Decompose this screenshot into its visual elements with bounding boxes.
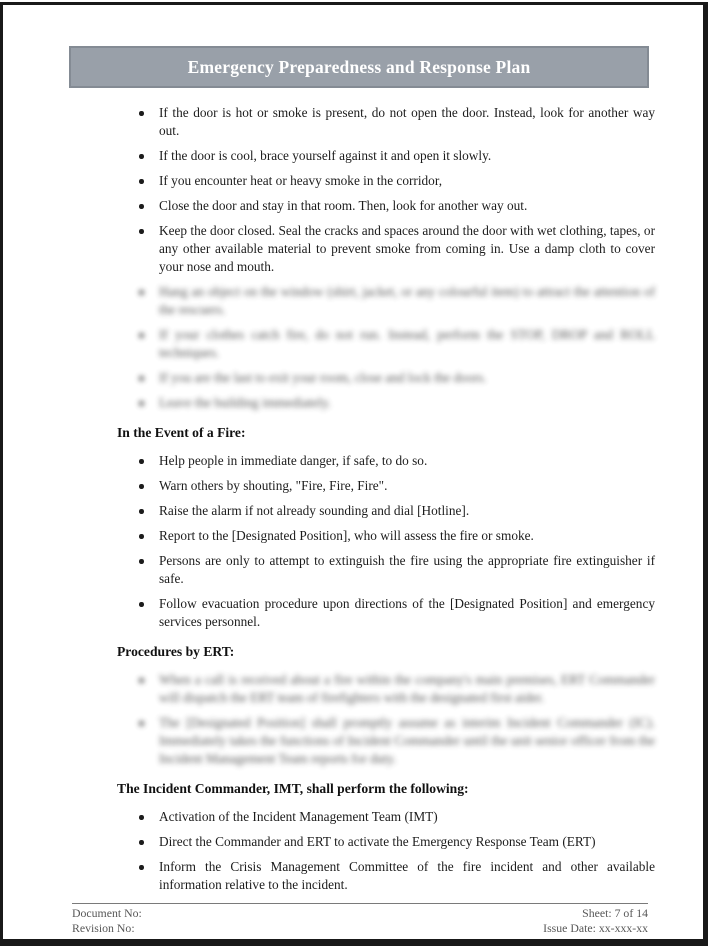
bullet-icon [139,290,144,295]
list-item-text: If you are the last to exit your room, close and lock the doors. [159,370,487,385]
list-item [117,147,655,165]
list-item-text: Activation of the Incident Management Team (IMT) [159,809,438,824]
list-item [117,527,655,545]
ert-procedures-list [117,671,655,768]
list-item-text: Raise the alarm if not already sounding and dial [Hotline]. [159,503,470,518]
incident-commander-list [117,808,655,894]
list-item-text: If you encounter heat or heavy smoke in the corridor, [159,173,443,188]
list-item [117,833,655,851]
page-footer [72,903,648,936]
list-item-text: Warn others by shouting, "Fire, Fire, Fire". [159,478,388,493]
list-item-text: If the door is cool, brace yourself against it and open it slowly. [159,148,492,163]
bullet-icon [139,401,144,406]
list-item [117,197,655,215]
bullet-icon [139,204,144,209]
document-title-banner [69,46,649,88]
bullet-icon [139,333,144,338]
document-body [3,88,703,894]
bullet-icon [139,815,144,820]
list-item [117,477,655,495]
bullet-icon [139,179,144,184]
list-item-text: Keep the door closed. Seal the cracks and spaces around the door with wet clothing, tapes, or any other available material to prevent smoke from coming in. Use a damp cloth to cover your nose and mouth. [159,223,655,274]
list-item-text: When a call is received about a fire within the company's main premises, ERT Commander will dispatch the ERT team of firefighters with the designated first aider. [159,672,655,705]
bullet-icon [139,721,144,726]
list-item [117,104,655,140]
bullet-icon [139,840,144,845]
page-title: Emergency Preparedness and Response Plan [187,56,531,77]
list-item-blurred [117,714,655,768]
bullet-icon [139,229,144,234]
footer-left [72,906,142,936]
list-item [117,502,655,520]
list-item-blurred [117,394,655,412]
issue-date: Issue Date: xx-xxx-xx [543,921,648,935]
bullet-icon [139,111,144,116]
list-item-blurred [117,671,655,707]
bullet-icon [139,865,144,870]
bullet-icon [139,559,144,564]
list-item [117,858,655,894]
section-heading-ert: Procedures by ERT: [117,644,235,659]
list-item [117,172,655,190]
list-item [117,595,655,631]
footer-right [543,906,648,936]
bullet-icon [139,509,144,514]
list-item-text: Report to the [Designated Position], who will assess the fire or smoke. [159,528,534,543]
bullet-icon [139,602,144,607]
list-item-text: Inform the Crisis Management Committee of the fire incident and other available information relative to the incident. [159,859,655,892]
section-heading-incident-commander: The Incident Commander, IMT, shall perform the following: [117,781,469,796]
sheet-number: Sheet: 7 of 14 [582,906,648,920]
list-item-blurred [117,369,655,387]
bullet-icon [139,459,144,464]
list-item-blurred [117,283,655,319]
list-item [117,452,655,470]
bullet-icon [139,376,144,381]
list-item-text: If the door is hot or smoke is present, do not open the door. Instead, look for another way out. [159,105,655,138]
list-item-text: Close the door and stay in that room. Then, look for another way out. [159,198,528,213]
bullet-icon [139,154,144,159]
fire-event-list [117,452,655,631]
list-item-text: Direct the Commander and ERT to activate the Emergency Response Team (ERT) [159,834,596,849]
list-item-text: Leave the building immediately. [159,395,331,410]
bullet-icon [139,678,144,683]
list-item-text: Hang an object on the window (shirt, jacket, or any colourful item) to attract the attention of the rescuers. [159,284,655,317]
list-item-text: Persons are only to attempt to extinguish the fire using the appropriate fire extinguisher if safe. [159,553,655,586]
list-item [117,222,655,276]
list-item-text: Help people in immediate danger, if safe, to do so. [159,453,428,468]
bullet-icon [139,534,144,539]
smoke-procedures-list [117,104,655,412]
section-heading-fire: In the Event of a Fire: [117,425,246,440]
list-item-text: The [Designated Position] shall promptly assume as interim Incident Commander (IC). Immediately takes the functions of Incident Commander until the unit senior officer from the Incident Management Team reports for duty. [159,715,655,766]
document-page [0,2,708,946]
list-item [117,808,655,826]
document-no-label: Document No: [72,906,142,920]
list-item [117,552,655,588]
revision-no-label: Revision No: [72,921,135,935]
bullet-icon [139,484,144,489]
list-item-blurred [117,326,655,362]
list-item-text: If your clothes catch fire, do not run. Instead, perform the STOP, DROP and ROLL techniques. [159,327,655,360]
list-item-text: Follow evacuation procedure upon directions of the [Designated Position] and emergency services personnel. [159,596,655,629]
